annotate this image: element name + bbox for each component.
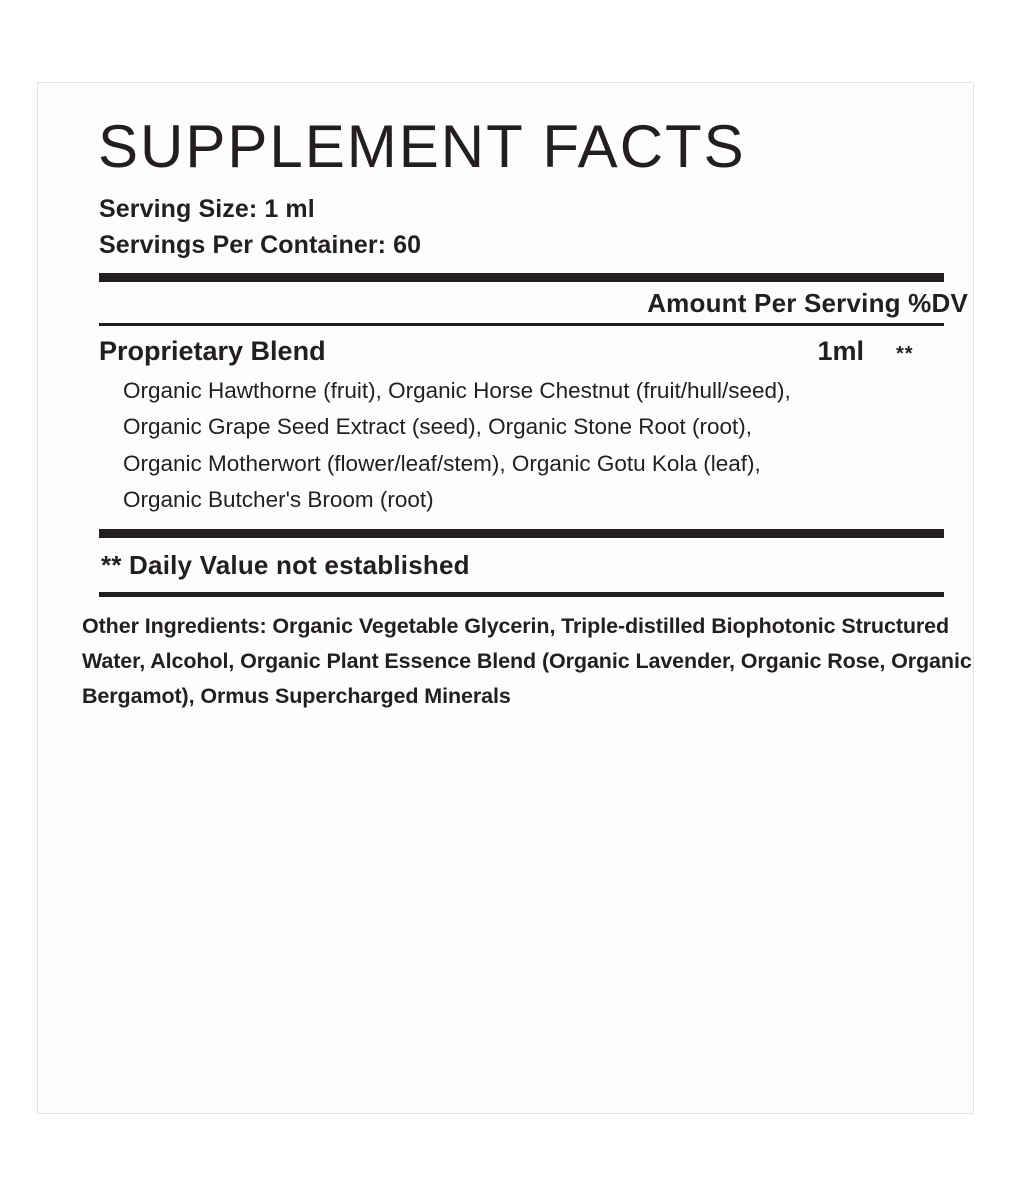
servings-per-container-line: Servings Per Container: 60 (99, 230, 422, 259)
proprietary-blend-row (99, 336, 944, 367)
proprietary-blend-dv: ** (896, 343, 914, 365)
divider-medium (99, 592, 944, 597)
supplement-facts-content (82, 101, 976, 834)
divider-thick-bottom (99, 529, 944, 538)
proprietary-blend-ingredients: Organic Hawthorne (fruit), Organic Horse Chestnut (fruit/hull/seed), Organic Grape Seed Extract (seed), Organic Stone Root (root), Organic Motherwort (flower/leaf/stem), Organic Gotu Kola (leaf), Organic Butcher's Broom (root) (123, 378, 791, 513)
proprietary-blend-label: Proprietary Blend (99, 336, 326, 366)
divider-thin-header (99, 323, 944, 326)
other-ingredients-text: Other Ingredients: Organic Vegetable Glycerin, Triple-distilled Biophotonic Structured Water, Alcohol, Organic Plant Essence Blend (Organic Lavender, Organic Rose, Organic Bergamot), Ormus Supercharged Minerals (82, 613, 972, 708)
serving-size-line: Serving Size: 1 ml (99, 195, 315, 223)
serving-info (99, 192, 976, 263)
page-title: SUPPLEMENT FACTS (98, 113, 746, 180)
amount-per-serving-label: Amount Per Serving %DV (647, 288, 968, 318)
proprietary-blend-amount: 1ml (817, 336, 864, 366)
daily-value-note: ** Daily Value not established (101, 549, 470, 580)
supplement-facts-panel (37, 82, 974, 1114)
amount-per-serving-header (96, 282, 968, 323)
bottom-spacer (96, 714, 976, 834)
divider-thick-top (99, 273, 944, 282)
